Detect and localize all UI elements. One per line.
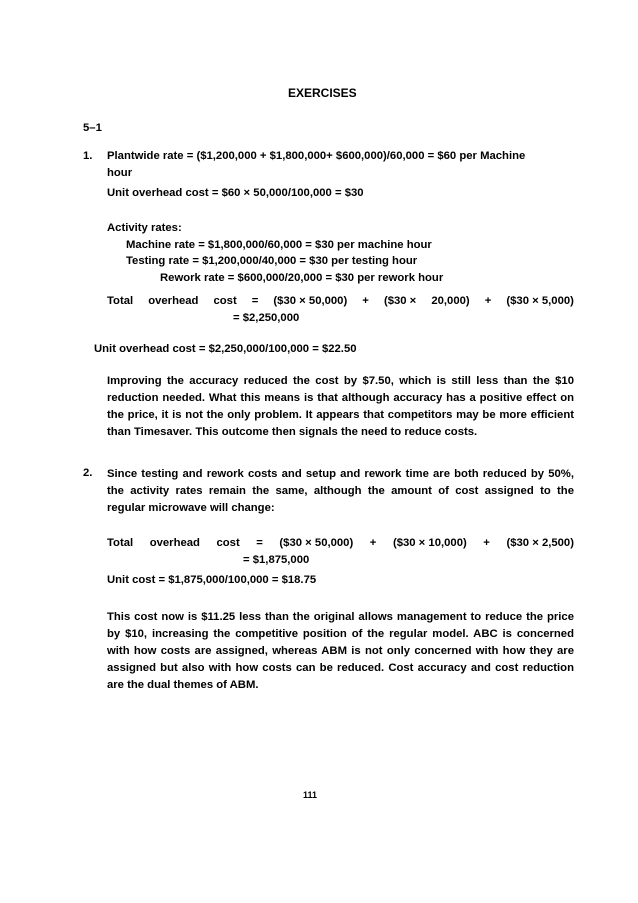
total-part: + [362, 295, 369, 307]
unit-overhead-cost: Unit overhead cost = $60 × 50,000/100,000 = $30 [107, 187, 364, 199]
plantwide-rate-line: Plantwide rate = ($1,200,000 + $1,800,000+ $600,000)/60,000 = $60 per Machine [107, 150, 526, 162]
total-part: + [483, 537, 490, 549]
machine-rate: Machine rate = $1,800,000/60,000 = $30 per machine hour [126, 239, 432, 251]
total-overhead-cost-2 [107, 536, 574, 550]
section-number: 5–1 [83, 122, 102, 134]
item-2-paragraph-2: This cost now is $11.25 less than the original allows management to reduce the price by $10, increasing the competitive position of the regular model. ABC is concerned with how costs are assigned, whereas ABM is not only concerned with how they are assigned but also with how costs can be reduced. Cost accuracy and cost reduction are the dual themes of ABM. [107, 611, 574, 691]
total-part: overhead [148, 295, 199, 307]
total-part: overhead [149, 537, 200, 549]
rework-rate: Rework rate = $600,000/20,000 = $30 per rework hour [160, 272, 444, 284]
total-part: ($30 × 10,000) [392, 537, 467, 549]
unit-overhead-cost-2: Unit overhead cost = $2,250,000/100,000 = $22.50 [94, 343, 357, 355]
total-part: ($30 × 2,500) [506, 537, 574, 549]
total-overhead-result-1: = $2,250,000 [233, 312, 300, 324]
item-2-paragraph: Since testing and rework costs and setup and rework time are both reduced by 50%, the activity rates remain the same, although the amount of cost assigned to the regular microwave will change: [107, 468, 574, 514]
unit-cost: Unit cost = $1,875,000/100,000 = $18.75 [107, 574, 317, 586]
total-part: Total [107, 295, 134, 307]
item-1-paragraph: Improving the accuracy reduced the cost by $7.50, which is still less than the $10 reduction needed. What this means is that although accuracy has a positive effect on the price, it is not the only problem. It appears that competitors may be more efficient than Timesaver. This outcome then signals the need to reduce costs. [107, 375, 574, 438]
total-part: ($30 × 50,000) [273, 295, 348, 307]
total-part: + [484, 295, 492, 307]
total-part: + [369, 537, 377, 549]
total-overhead-result-2: = $1,875,000 [243, 554, 310, 566]
page-number: 111 [303, 790, 318, 800]
total-part: = [256, 537, 263, 549]
activity-rates-heading: Activity rates: [107, 222, 182, 234]
total-part: ($30 × [383, 295, 417, 307]
total-part: 20,000) [431, 295, 470, 307]
total-part: ($30 × 50,000) [279, 537, 354, 549]
total-part: ($30 × 5,000) [506, 295, 574, 307]
item-2-number: 2. [83, 467, 93, 479]
item-1-number: 1. [83, 150, 93, 162]
total-part: Total [107, 537, 134, 549]
total-overhead-cost-1 [107, 294, 574, 308]
total-part: cost [213, 295, 237, 307]
plantwide-rate-line-cont: hour [107, 167, 133, 179]
total-part: = [251, 295, 259, 307]
page-title: EXERCISES [288, 86, 357, 100]
testing-rate: Testing rate = $1,200,000/40,000 = $30 per testing hour [126, 255, 418, 267]
total-part: cost [216, 537, 240, 549]
